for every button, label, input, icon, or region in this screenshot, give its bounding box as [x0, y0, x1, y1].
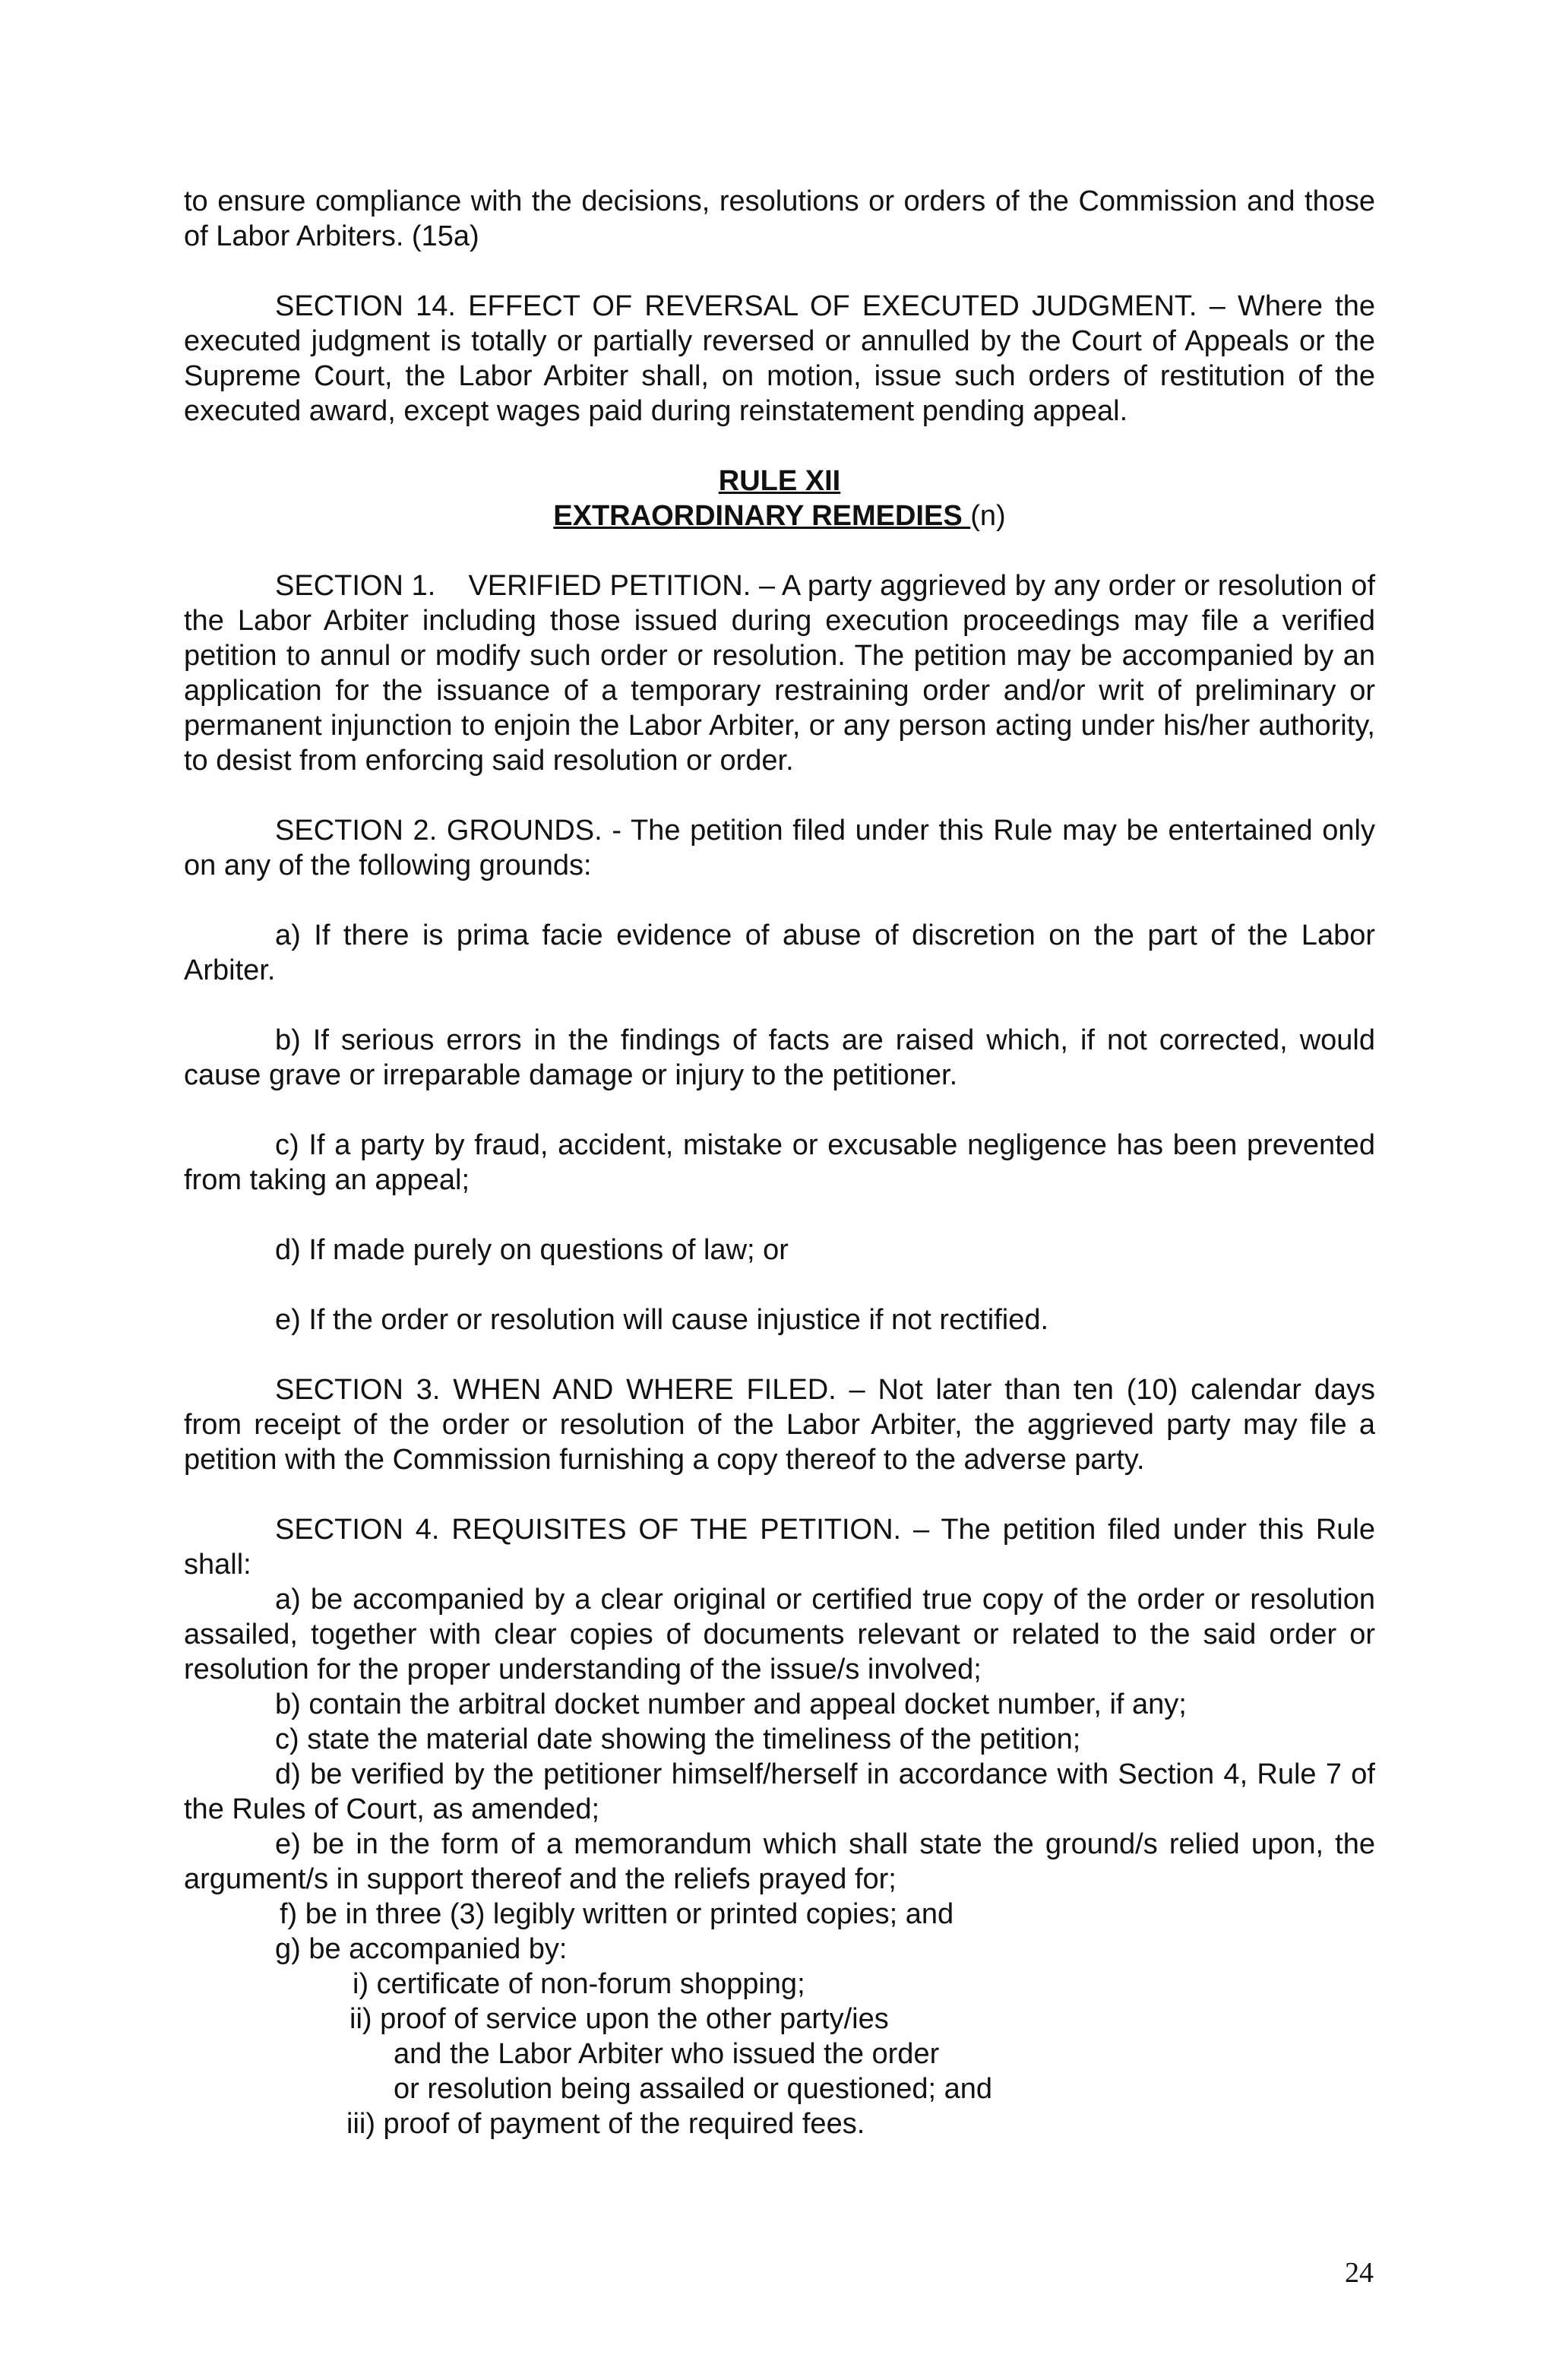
rule-subtitle-note: (n) — [970, 500, 1006, 532]
page-content — [184, 184, 1384, 2141]
rule-title: RULE XII — [718, 465, 841, 497]
requisites-list — [184, 1582, 1375, 2141]
requisite-g-iii: iii) proof of payment of the required fees. — [346, 2108, 865, 2140]
requisite-f: f) be in three (3) legibly written or printed copies; and — [280, 1898, 954, 1930]
section-4-paragraph: SECTION 4. REQUISITES OF THE PETITION. – The petition filed under this Rule shall: — [184, 1514, 1375, 1581]
requisite-g: g) be accompanied by: — [275, 1933, 568, 1965]
requisite-g-ii-line1: ii) proof of service upon the other party/ies — [349, 2003, 889, 2035]
continued-paragraph: to ensure compliance with the decisions, resolutions or orders of the Commission and those of Labor Arbiters. (15a) — [184, 185, 1375, 252]
section-1-paragraph: SECTION 1. VERIFIED PETITION. – A party aggrieved by any order or resolution of the Labor Arbiter including those issued during execution proceedings may file a verified petition to annul or modify such order or resolution. The petition may be accompanied by an application for the issuance of a temporary restraining order and/or writ of preliminary or permanent injunction to enjoin the Labor Arbiter, or any person acting under his/her authority, to desist from enforcing said resolution or order. — [184, 570, 1384, 777]
section-14-paragraph: SECTION 14. EFFECT OF REVERSAL OF EXECUTED JUDGMENT. – Where the executed judgment is totally or partially reversed or annulled by the Court of Appeals or the Supreme Court, the Labor Arbiter shall, on motion, issue such orders of restitution of the executed award, except wages paid during reinstatement pending appeal. — [184, 290, 1375, 427]
ground-d: d) If made purely on questions of law; or — [275, 1234, 789, 1266]
page-number: 24 — [1345, 2257, 1374, 2289]
requisite-g-i: i) certificate of non-forum shopping; — [353, 1968, 805, 2000]
section-3-paragraph: SECTION 3. WHEN AND WHERE FILED. – Not later than ten (10) calendar days from receipt of the order or resolution of the Labor Arbiter, the aggrieved party may file a petition with the Commission furnishing a copy thereof to the adverse party. — [184, 1374, 1375, 1476]
section-2-paragraph: SECTION 2. GROUNDS. - The petition filed under this Rule may be entertained only on any of the following grounds: — [184, 815, 1375, 881]
requisite-g-ii-line2: and the Labor Arbiter who issued the order — [394, 2038, 940, 2070]
rule-subtitle-line — [184, 498, 1375, 533]
ground-a: a) If there is prima facie evidence of abuse of discretion on the part of the Labor Arbiter. — [184, 919, 1375, 986]
requisite-e: e) be in the form of a memorandum which shall state the ground/s relied upon, the argument/s in support thereof and the reliefs prayed for; — [184, 1828, 1375, 1895]
rule-heading — [184, 464, 1375, 533]
requisite-g-ii-line3: or resolution being assailed or questioned; and — [394, 2073, 992, 2105]
requisite-c: c) state the material date showing the timeliness of the petition; — [275, 1723, 1081, 1755]
requisite-b: b) contain the arbitral docket number and appeal docket number, if any; — [275, 1688, 1187, 1720]
ground-c: c) If a party by fraud, accident, mistake or excusable negligence has been prevented from taking an appeal; — [184, 1129, 1375, 1196]
requisite-d: d) be verified by the petitioner himself/herself in accordance with Section 4, Rule 7 of the Rules of Court, as amended; — [184, 1758, 1375, 1825]
rule-subtitle: EXTRAORDINARY REMEDIES — [553, 500, 971, 532]
ground-b: b) If serious errors in the findings of facts are raised which, if not corrected, would cause grave or irreparable damage or injury to the petitioner. — [184, 1024, 1375, 1091]
requisite-a: a) be accompanied by a clear original or certified true copy of the order or resolution assailed, together with clear copies of documents relevant or related to the said order or resolution for the proper understanding of the issue/s involved; — [184, 1584, 1375, 1685]
ground-e: e) If the order or resolution will cause injustice if not rectified. — [275, 1304, 1049, 1336]
